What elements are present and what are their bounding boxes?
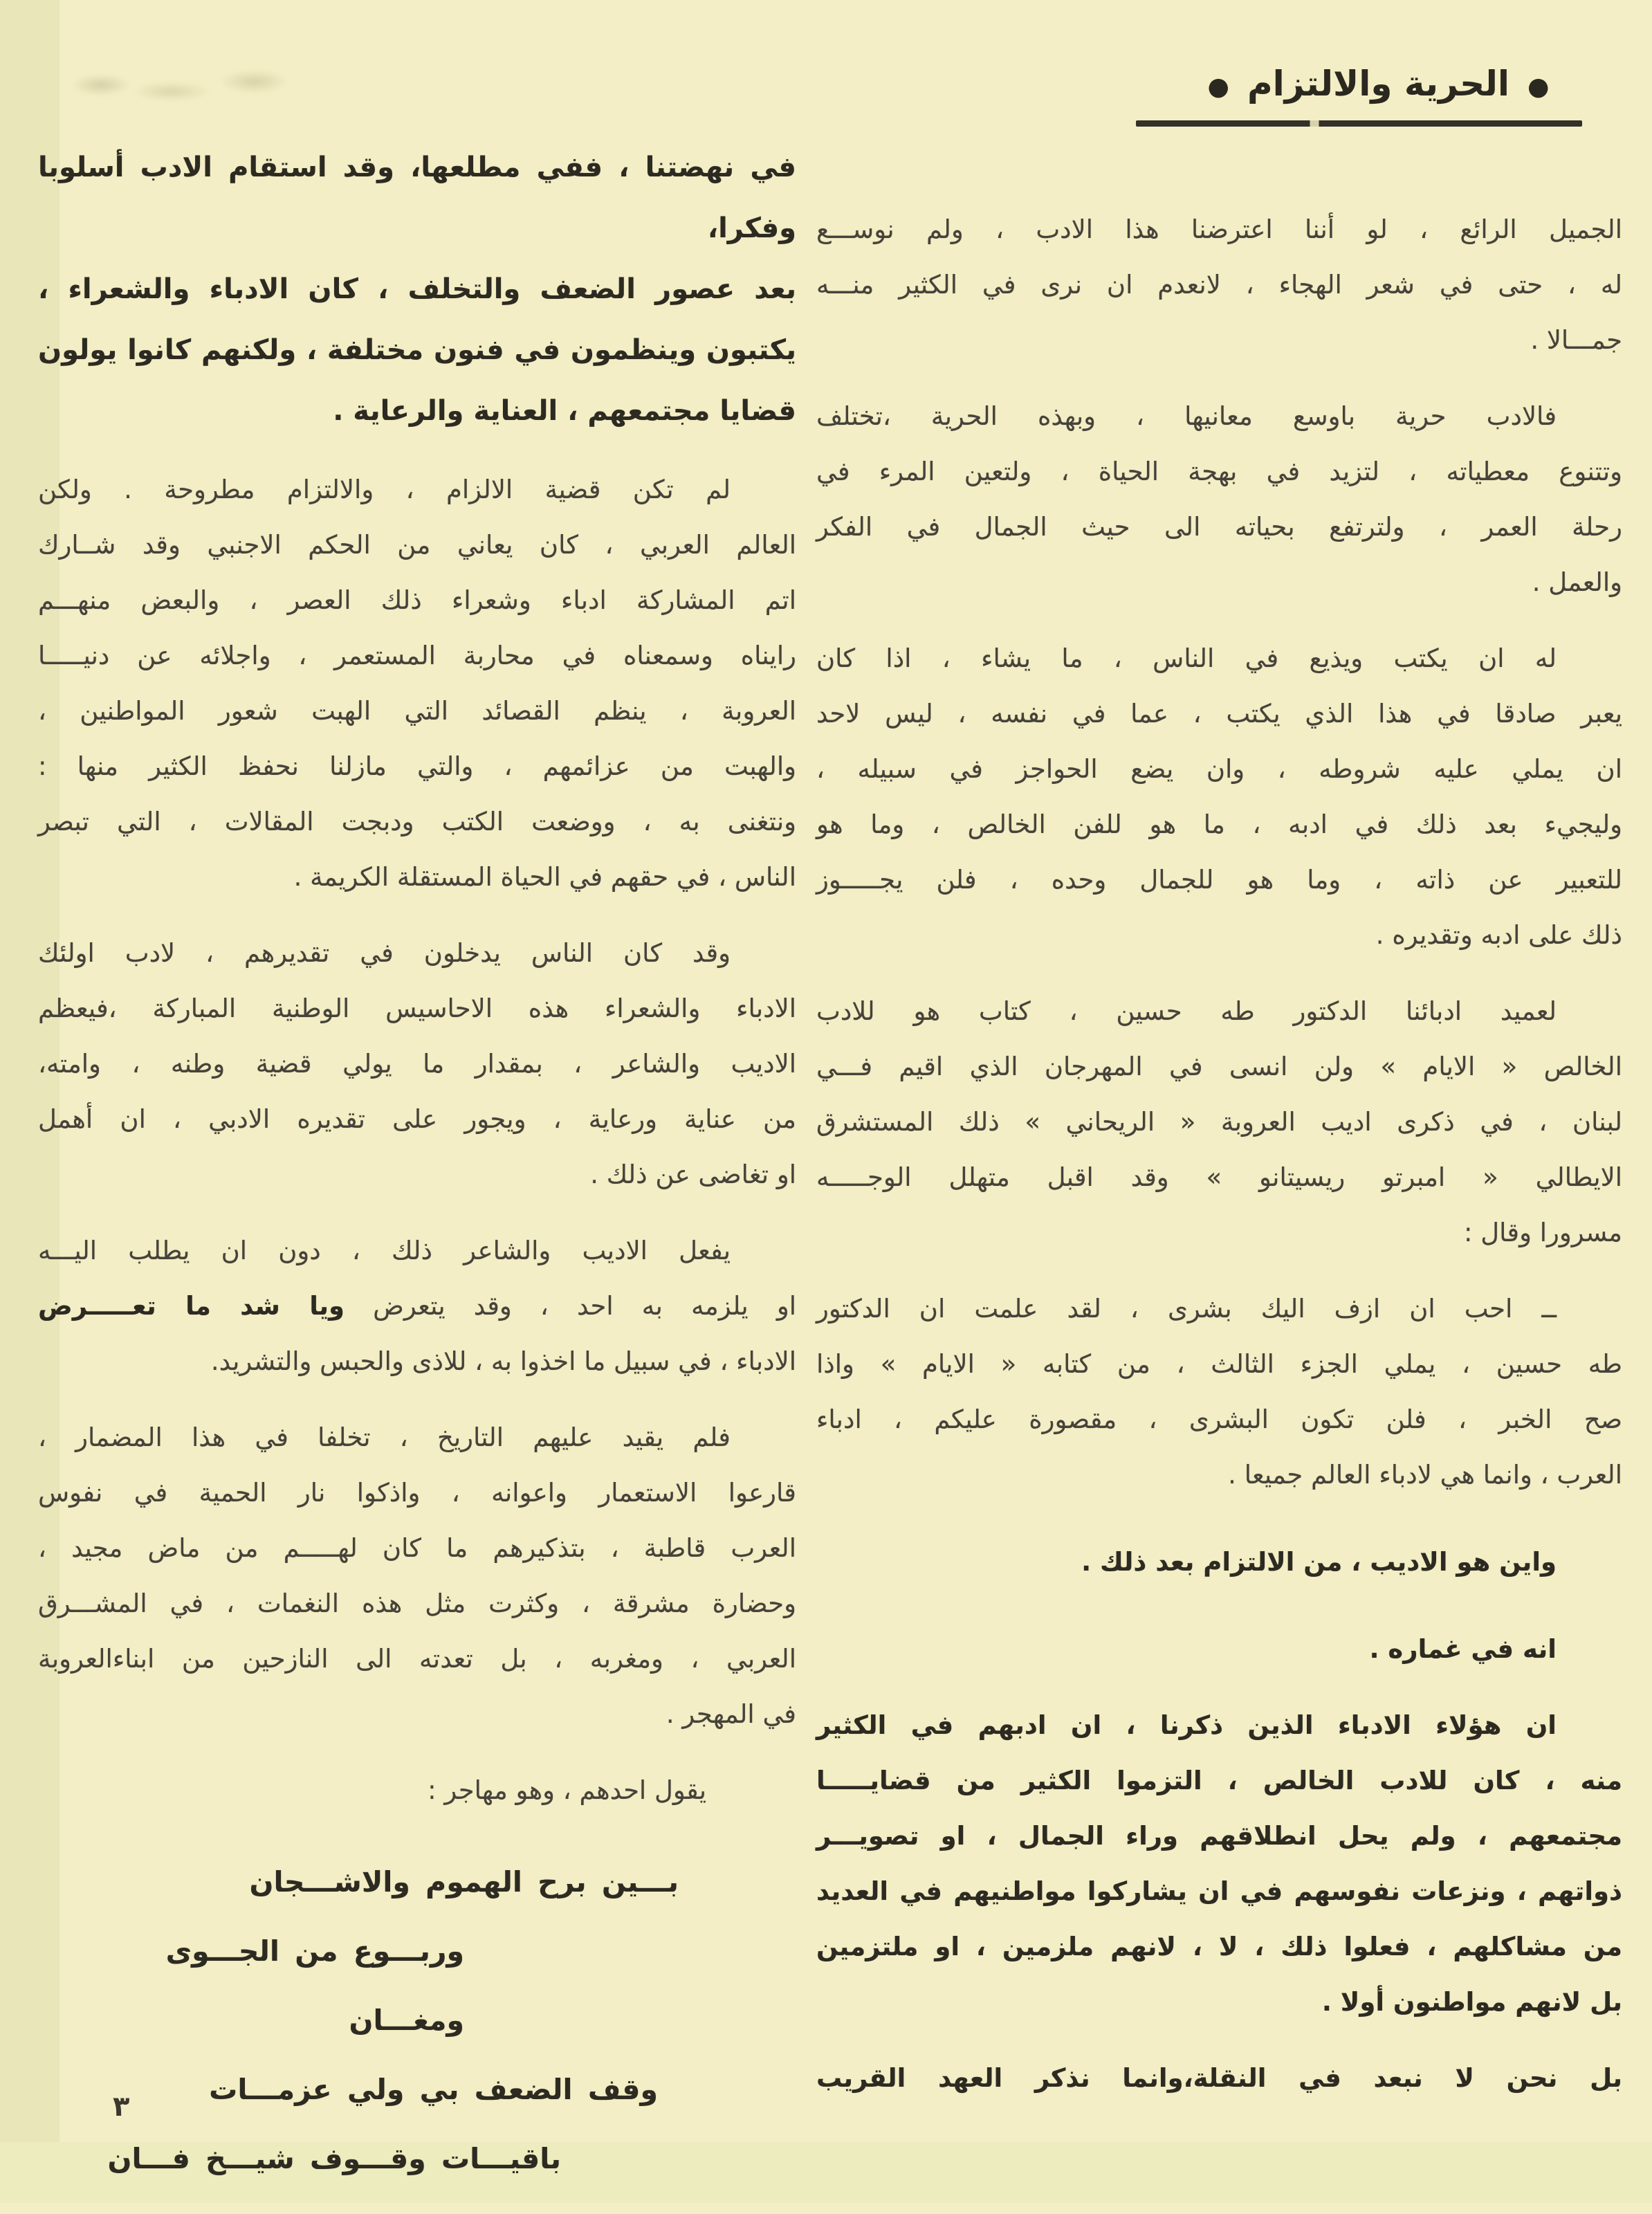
text-line: الجميل الرائع ، لو أننا اعترضنا هذا الادب ، ولم نوســـع (816, 214, 1622, 244)
text-line: بل لانهم مواطنون أولا . (1321, 1987, 1622, 2017)
text-line: في نهضتنا ، ففي مطلعها، وقد استقام الادب أسلوبا وفكرا، (38, 152, 796, 244)
text-line: الناس ، في حقهم في الحياة المستقلة الكريمة . (293, 862, 796, 892)
text-line: الخالص « الايام » ولن انسى في المهرجان الذي اقيم فـــي (816, 1052, 1622, 1081)
verse-intro-line: يقول احدهم ، وهو مهاجر : (428, 1775, 706, 1805)
paragraph (38, 1763, 796, 1818)
text-line: ان يملي عليه شروطه ، وان يضع الحواجز في سبيله ، (816, 754, 1622, 784)
text-line: العرب ، وانما هي لادباء العالم جميعا . (1228, 1460, 1622, 1490)
text-line: وحضارة مشرقة ، وكثرت مثل هذه النغمات ، في المشـــرق (38, 1589, 796, 1618)
text-line: العربي ، ومغربه ، بل تعدته الى النازحين من ابناءالعروبة (38, 1644, 796, 1674)
verse-line: وربـــوع من الجـــوى ومغـــان (165, 1934, 464, 2037)
text-line: الادباء ، في سبيل ما اخذوا به ، للاذى والحبس والتشريد. (210, 1346, 796, 1376)
text-line: من عناية ورعاية ، ويجور على تقديره الادبي ، ان أهمل (38, 1104, 796, 1134)
text-line: العالم العربي ، كان يعاني من الحكم الاجنبي وقد شــارك (38, 530, 796, 560)
text-line: العرب قاطبة ، بتذكيرهم ما كان لهـــــم من ماض مجيد ، (38, 1533, 796, 1563)
text-line: وتتنوع معطياته ، لتزيد في بهجة الحياة ، ولتعين المرء في (816, 457, 1622, 486)
text-line: العروبة ، ينظم القصائد التي الهبت شعور المواطنين ، (38, 696, 796, 726)
text-line: او تغاضى عن ذلك . (590, 1160, 796, 1189)
text-line: في المهجر . (666, 1699, 796, 1729)
text-line: والهبت من عزائمهم ، والتي مازلنا نحفظ الكثير منها : (38, 751, 796, 781)
header-rule (1136, 120, 1582, 127)
paragraph (38, 1410, 796, 1742)
text-line: ذلك على ادبه وتقديره . (1375, 920, 1622, 950)
text-line: يفعل الاديب والشاعر ذلك ، دون ان يطلب اليـــه (38, 1236, 731, 1265)
right-column (816, 202, 1622, 2127)
text-line: له ، حتى في شعر الهجاء ، لانعدم ان نرى في الكثير منـــه (816, 270, 1622, 300)
paragraph-bold (816, 1535, 1622, 1590)
paragraph (816, 1281, 1622, 1503)
text-line: ذواتهم ، ونزعات نفوسهم في ان يشاركوا مواطنيهم في العديد (816, 1876, 1622, 1906)
text-line: لعميد ادبائنا الدكتور طه حسين ، كتاب هو للادب (816, 996, 1557, 1026)
paragraph (816, 631, 1622, 963)
left-column (38, 137, 796, 2214)
paragraph-bold (816, 1622, 1622, 1677)
paragraph-bold (816, 2051, 1622, 2106)
text-line: الاديب والشاعر ، بمقدار ما يولي قضية وطنه ، وامته، (38, 1049, 796, 1079)
text-run: او يلزمه به احد ، وقد يتعرض (345, 1291, 796, 1321)
text-line: مسرورا وقال : (1464, 1218, 1622, 1247)
text-line: يعبر صادقا في هذا الذي يكتب ، عما في نفسه ، ليس لاحد (816, 699, 1622, 729)
text-line: مجتمعهم ، ولم يحل انطلاقهم وراء الجمال ، او تصويـــر (816, 1821, 1622, 1851)
text-line: طه حسين ، يملي الجزء الثالث ، من كتابه « الايام » واذا (816, 1349, 1622, 1379)
paragraph-bold (816, 1698, 1622, 2030)
text-line: له ان يكتب ويذيع في الناس ، ما يشاء ، اذا كان (816, 643, 1557, 673)
header-bullet-icon: ● (1527, 73, 1550, 101)
paragraph (816, 984, 1622, 1261)
text-line: للتعبير عن ذاته ، وما هو للجمال وحده ، فلن يجـــــوز (816, 865, 1622, 895)
text-line: رحلة العمر ، ولترتفع بحياته الى حيث الجمال في الفكر (816, 512, 1622, 542)
text-line: صح الخبر ، فلن تكون البشرى ، مقصورة عليكم ، ادباء (816, 1405, 1622, 1434)
page-title: الحرية والالتزام (1247, 64, 1510, 104)
text-line: وقد كان الناس يدخلون في تقديرهم ، لادب اولئك (38, 938, 731, 968)
paragraph (816, 389, 1622, 610)
text-line: لبنان ، في ذكرى اديب العروبة « الريحاني » ذلك المستشرق (816, 1107, 1622, 1137)
page-header (1135, 64, 1622, 127)
paragraph (38, 462, 796, 905)
text-line: والعمل . (1532, 567, 1622, 597)
paragraph-bold (38, 137, 796, 441)
text-line: قارعوا الاستعمار واعوانه ، واذكوا نار الحمية في نفوس (38, 1478, 796, 1508)
verse-block (38, 1847, 796, 2193)
text-line: من مشاكلهم ، فعلوا ذلك ، لا ، لانهم ملزمين ، او ملتزمين (816, 1932, 1622, 1961)
text-line: قضايا مجتمعهم ، العناية والرعاية . (333, 395, 796, 427)
verse-line: بـــين برح الهموم والاشـــجان (249, 1865, 679, 1899)
text-line: الايطالي « امبرتو ريسيتانو » وقد اقبل متهلل الوجـــــه (816, 1162, 1622, 1192)
paragraph (38, 926, 796, 1202)
text-line: رايناه وسمعناه في محاربة المستعمر ، واجلائه عن دنيـــــا (38, 641, 796, 670)
paragraph (816, 202, 1622, 368)
text-line: منه ، كان للادب الخالص ، التزموا الكثير من قضايـــــا (816, 1766, 1622, 1795)
text-line: ان هؤلاء الادباء الذين ذكرنا ، ان ادبهم في الكثير (816, 1710, 1557, 1740)
text-line: ــ احب ان ازف اليك بشرى ، لقد علمت ان الدكتور (816, 1294, 1557, 1324)
text-line: جمـــالا . (1530, 325, 1622, 355)
page-header-line (1135, 64, 1622, 104)
paragraph (38, 1223, 796, 1389)
text-run-bold: ويا شد ما تعـــــرض (38, 1291, 345, 1321)
text-line: انه في غماره . (1369, 1634, 1557, 1664)
text-line: يكتبون وينظمون في فنون مختلفة ، ولكنهم كانوا يولون (38, 334, 796, 366)
verse-line: باقيـــات وقـــوف شيـــخ فـــان (107, 2142, 561, 2175)
text-line-mixed (38, 1279, 796, 1334)
text-line: وليجيء بعد ذلك في ادبه ، ما هو للفن الخالص ، وما هو (816, 809, 1622, 839)
text-line: ونتغنى به ، ووضعت الكتب ودبجت المقالات ، التي تبصر (38, 807, 796, 836)
print-smudge (66, 55, 301, 121)
text-line: واين هو الاديب ، من الالتزام بعد ذلك . (1081, 1547, 1557, 1577)
text-line: اتم المشاركة ادباء وشعراء ذلك العصر ، والبعض منهـــم (38, 585, 796, 615)
verse-line: وقف الضعف بي ولي عزمـــات (209, 2073, 658, 2106)
text-line: فالادب حرية باوسع معانيها ، وبهذه الحرية ،تختلف (816, 401, 1557, 431)
text-line: فلم يقيد عليهم التاريخ ، تخلفا في هذا المضمار ، (38, 1422, 731, 1452)
page-number: ٣ (113, 2091, 130, 2123)
text-line: الادباء والشعراء هذه الاحاسيس الوطنية المباركة ،فيعظم (38, 994, 796, 1023)
text-line: لم تكن قضية الالزام ، والالتزام مطروحة . ولكن (38, 475, 731, 504)
text-line: بعد عصور الضعف والتخلف ، كان الادباء والشعراء ، (38, 273, 796, 305)
header-bullet-icon: ● (1207, 73, 1229, 101)
text-line: بل نحن لا نبعد في النقلة،وانما نذكر العهد القريب (816, 2063, 1622, 2093)
